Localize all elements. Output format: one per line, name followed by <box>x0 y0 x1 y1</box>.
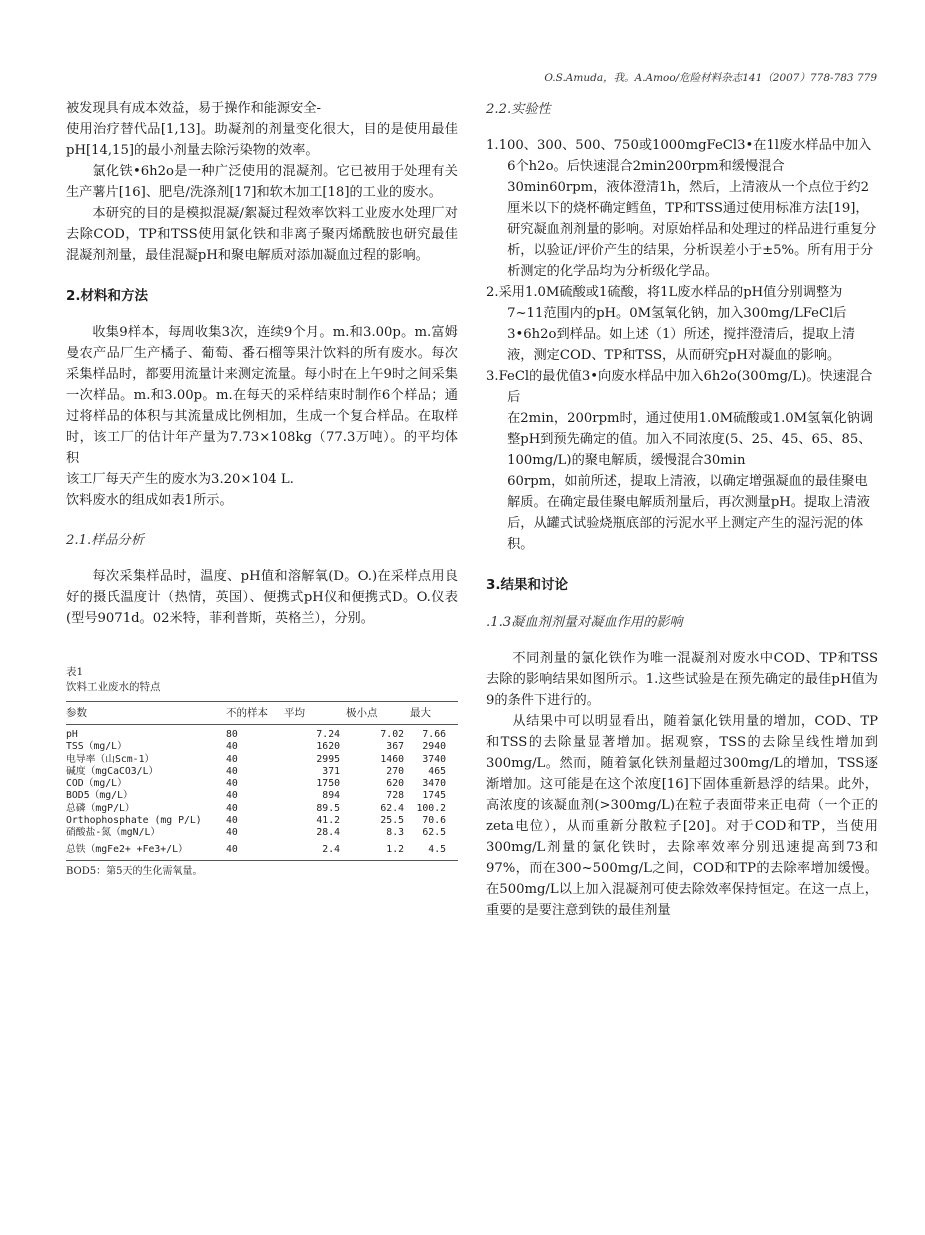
cell-mean: 41.2 <box>316 815 340 827</box>
table-row <box>66 778 458 790</box>
sample-analysis-paragraph: 每次采集样品时，温度、pH值和溶解氧(D。O.)在采样点用良好的摄氏温度计（热情，英国）、便携式pH仪和便携式D。O.仪表(型号9071d。02米特，菲利普斯，英格兰），分别。 <box>66 569 458 626</box>
intro-line-1: 被发现具有成本效益，易于操作和能源安全- <box>66 101 322 116</box>
cell-minimum: 62.4 <box>380 802 404 814</box>
cell-parameter: 碱度（mgCaCO3/L） <box>66 765 159 777</box>
intro-line-2: 使用治疗替代品[1,13]。助凝剂的剂量变化很大，目的是使用最佳pH[14,15]的最小剂量去除污染物的效率。 <box>66 122 458 158</box>
cell-minimum: 728 <box>386 790 404 802</box>
cell-mean: 1750 <box>316 778 340 790</box>
sampling-line-volume: 该工厂每天产生的废水为3.20×104 L. <box>66 472 294 487</box>
cell-minimum: 620 <box>386 778 404 790</box>
section-2-heading: 2.材料和方法 <box>66 288 149 304</box>
intro-paragraph-ferric-chloride: 氯化铁•6h2o是一种广泛使用的混凝剂。它已被用于处理有关生产薯片[16]、肥皂/洗涤剂[17]和软木加工[18]的工业的废水。 <box>66 164 458 200</box>
table-header-row <box>66 702 458 725</box>
table-footnote: BOD5：第5天的生化需氧量。 <box>66 865 203 877</box>
cell-parameter: 总磷（mgP/L） <box>66 802 135 814</box>
table-row <box>66 725 458 742</box>
wastewater-characteristics-table <box>66 701 458 861</box>
header-sample-count: 不的样本 <box>226 707 268 719</box>
cell-maximum: 2940 <box>422 741 446 753</box>
cell-parameter: Orthophosphate (mg P/L) <box>66 815 202 827</box>
table-row <box>66 815 458 827</box>
cell-minimum: 367 <box>386 741 404 753</box>
cell-sample-count: 40 <box>226 741 238 753</box>
cell-sample-count: 40 <box>226 765 238 777</box>
cell-mean: 2.4 <box>322 843 340 855</box>
results-paragraph-1: 不同剂量的氯化铁作为唯一混凝剂对废水中COD、TP和TSS去除的影响结果如图所示。1.这些试验是在预先确定的最佳pH值为9的条件下进行的。 <box>486 651 878 708</box>
cell-minimum: 7.02 <box>380 729 404 740</box>
cell-minimum: 25.5 <box>380 815 404 827</box>
header-maximum: 最大 <box>410 707 431 719</box>
cell-maximum: 100.2 <box>416 802 446 814</box>
cell-parameter: TSS（mg/L） <box>66 741 127 753</box>
cell-sample-count: 40 <box>226 778 238 790</box>
table-row <box>66 790 458 802</box>
header-mean: 平均 <box>284 707 305 719</box>
section-3-heading: 3.结果和讨论 <box>486 577 569 593</box>
section-2-1-heading: 2.1.样品分析 <box>66 533 144 548</box>
table-row <box>66 827 458 839</box>
cell-parameter: 电导率（山Scm-1） <box>66 753 155 765</box>
table-title: 饮料工业废水的特点 <box>66 681 161 693</box>
procedure-item-1: 1.100、300、500、750或1000mgFeCl3•在1l废水样品中加入6个h2o。后快速混合2min200rpm和缓慢混合30min60rpm，液体澄清1h，然后，上清液从一个点位于约2厘米以下的烧杯确定鳕鱼，TP和TSS通过使用标准方法[19]，研究凝血剂剂量的影响。对原始样品和处理过的样品进行重复分析，以验证/评价产生的结果，分析误差小于±5%。所有用于分析测定的化学品均为分析级化学品。 <box>486 138 877 279</box>
cell-parameter: COD（mg/L） <box>66 778 127 790</box>
cell-mean: 89.5 <box>316 802 340 814</box>
cell-mean: 1620 <box>316 741 340 753</box>
cell-sample-count: 40 <box>226 815 238 827</box>
cell-minimum: 1460 <box>380 753 404 765</box>
cell-minimum: 1.2 <box>386 843 404 855</box>
cell-sample-count: 40 <box>226 827 238 839</box>
table-label: 表1 <box>66 666 84 678</box>
cell-maximum: 1745 <box>422 790 446 802</box>
section-2-2-heading: 2.2.实验性 <box>486 102 551 117</box>
cell-mean: 894 <box>322 790 340 802</box>
cell-mean: 28.4 <box>316 827 340 839</box>
cell-maximum: 7.66 <box>422 729 446 740</box>
procedure-item-3-continued-2: 60rpm，如前所述，提取上清液，以确定增强凝血的最佳聚电解质。在确定最佳聚电解质剂量后，再次测量pH。提取上清液后，从罐式试验烧瓶底部的污泥水平上测定产生的湿污泥的体积。 <box>507 474 870 552</box>
table-row <box>66 766 458 778</box>
procedure-item-2: 2.采用1.0M硫酸或1硫酸，将1L废水样品的pH值分别调整为7~11范围内的pH。0M氢氧化钠，加入300mg/LFeCl后3•6h2o到样品。如上述（1）所述，搅拌澄清后，提取上清液，测定COD、TP和TSS，从而研究pH对凝血的影响。 <box>486 285 856 363</box>
section-3-1-heading: .1.3凝血剂剂量对凝血作用的影响 <box>486 615 683 630</box>
sampling-line-composition: 饮料废水的组成如表1所示。 <box>66 493 233 508</box>
cell-sample-count: 40 <box>226 802 238 814</box>
procedure-item-3: 3.FeCl的最优值3•向废水样品中加入6h2o(300mg/L)。快速混合后 <box>486 369 873 405</box>
header-minimum: 极小点 <box>346 707 378 719</box>
cell-mean: 2995 <box>316 753 340 765</box>
table-row <box>66 803 458 815</box>
results-paragraph-2: 从结果中可以明显看出，随着氯化铁用量的增加，COD、TP和TSS的去除量显著增加。据观察，TSS的去除呈线性增加到300mg/L。然而，随着氯化铁剂量超过300mg/L的增加，TSS逐渐增加。这可能是在这个浓度[16]下固体重新悬浮的结果。此外，高浓度的该凝血剂(>300mg/L)在粒子表面带来正电荷（一个正的zeta电位），从而重新分散粒子[20]。对于COD和TP，当使用300mg/L剂量的氯化铁时，去除率效率分别迅速提高到73和97%，而在300~500mg/L之间，COD和TP的去除率增加缓慢。在500mg/L以上加入混凝剂可使去除效率保持恒定。在这一点上，重要的是要注意到铁的最佳剂量 <box>486 714 878 918</box>
cell-maximum: 62.5 <box>422 827 446 839</box>
cell-maximum: 4.5 <box>428 843 446 855</box>
left-column <box>66 98 458 879</box>
cell-maximum: 3470 <box>422 778 446 790</box>
cell-parameter: 总铁（mgFe2+ +Fe3+/L） <box>66 843 188 855</box>
cell-parameter: 硝酸盐-氮（mgN/L） <box>66 827 161 839</box>
sampling-paragraph: 收集9样本，每周收集3次，连续9个月。m.和3.00p。m.富姆曼农产品厂生产橘子、葡萄、番石榴等果汁饮料的所有废水。每次采集样品时，都要用流量计来测定流量。每小时在上午9时之间采集一次样品。m.和3.00p。m.在每天的采样结束时制作6个样品；通过将样品的体积与其流量成比例相加，生成一个复合样品。在取样时，该工厂的估计年产量为7.73×108kg（77.3万吨）。的平均体积 <box>66 325 458 466</box>
table-body <box>66 725 458 861</box>
procedure-item-3-continued-1: 在2min，200rpm时，通过使用1.0M硫酸或1.0M氢氧化钠调整pH到预先确定的值。加入不同浓度(5、25、45、65、85、100mg/L)的聚电解质，缓慢混合30min <box>507 411 874 468</box>
cell-maximum: 465 <box>428 765 446 777</box>
intro-paragraph-objective: 本研究的目的是模拟混凝/絮凝过程效率饮料工业废水处理厂对去除COD，TP和TSS使用氯化铁和非离子聚丙烯酰胺也研究最佳混凝剂剂量，最佳混凝pH和聚电解质对添加凝血过程的影响。 <box>66 206 458 263</box>
table-row <box>66 840 458 861</box>
cell-minimum: 270 <box>386 765 404 777</box>
cell-sample-count: 40 <box>226 843 238 855</box>
cell-sample-count: 80 <box>226 729 238 740</box>
cell-parameter: pH <box>66 729 78 740</box>
cell-maximum: 70.6 <box>422 815 446 827</box>
cell-mean: 7.24 <box>316 729 340 740</box>
table-row <box>66 741 458 753</box>
header-parameter: 参数 <box>66 707 87 719</box>
cell-maximum: 3740 <box>422 753 446 765</box>
right-column <box>486 98 878 921</box>
table-row <box>66 754 458 766</box>
cell-mean: 371 <box>322 765 340 777</box>
cell-parameter: BOD5（mg/L） <box>66 790 133 802</box>
cell-sample-count: 40 <box>226 753 238 765</box>
running-header: O.S.Amuda，我。A.Amoo/危险材料杂志141（2007）778-783 779 <box>544 72 877 84</box>
cell-minimum: 8.3 <box>386 827 404 839</box>
cell-sample-count: 40 <box>226 790 238 802</box>
